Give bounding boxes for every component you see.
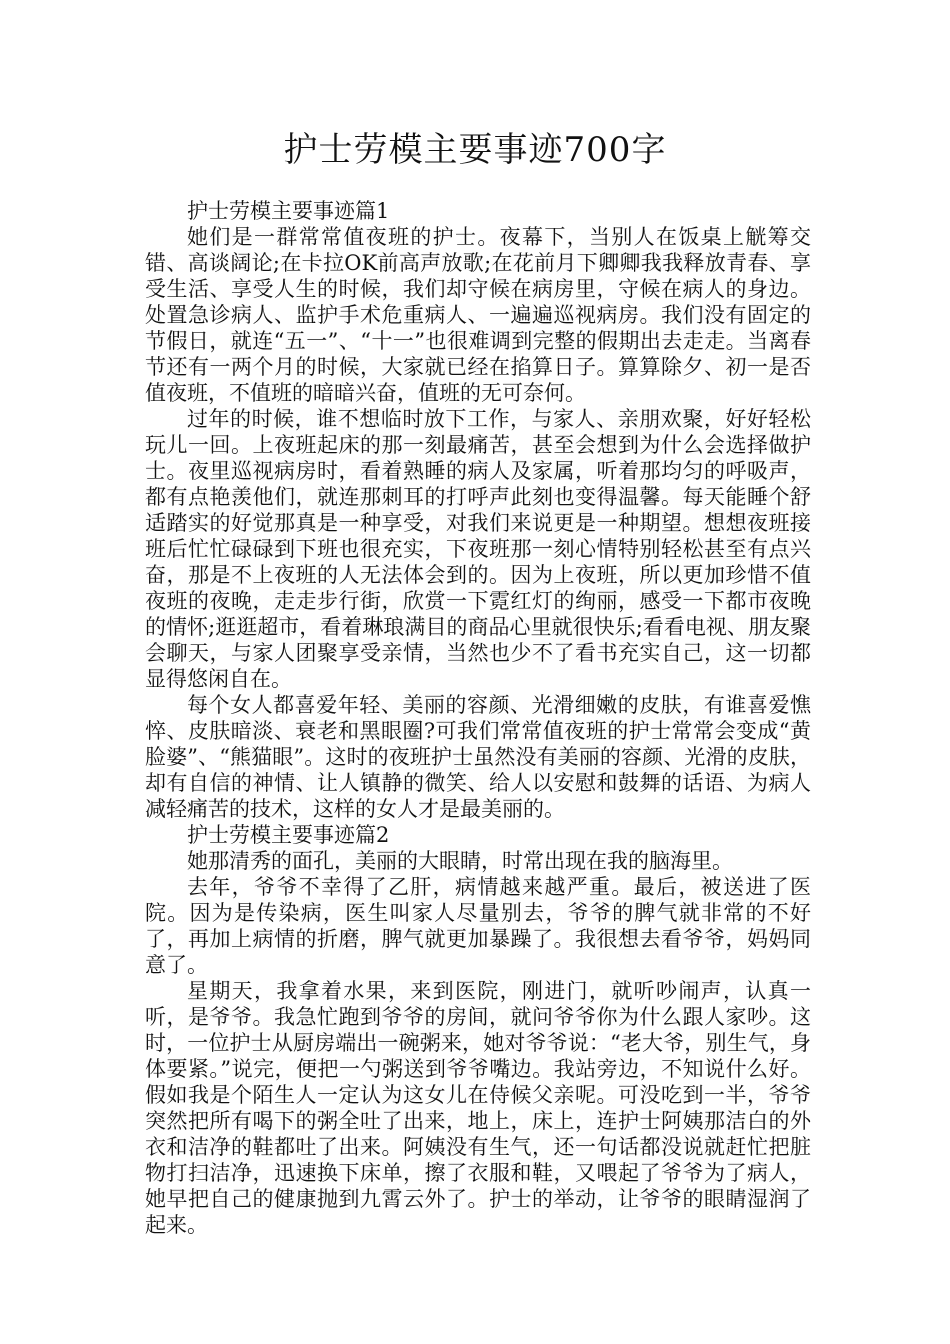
body-paragraph: 她那清秀的面孔，美丽的大眼睛，时常出现在我的脑海里。	[187, 849, 733, 873]
document-body	[145, 198, 811, 1238]
body-paragraph: 每个女人都喜爱年轻、美丽的容颜、光滑细嫩的皮肤，有谁喜爱憔悴、皮肤暗淡、衰老和黑眼圈?可我们常常值夜班的护士常常会变成“黄脸婆”、“熊猫眼”。这时的夜班护士虽然没有美丽的容颜、光滑的皮肤，却有自信的神情、让人镇静的微笑、给人以安慰和鼓舞的话语、为病人减轻痛苦的技术，这样的女人才是最美丽的。	[145, 693, 811, 821]
document-title: 护士劳模主要事迹700字	[283, 130, 667, 170]
body-paragraph: 过年的时候，谁不想临时放下工作，与家人、亲朋欢聚，好好轻松玩儿一回。上夜班起床的那一刻最痛苦，甚至会想到为什么会选择做护士。夜里巡视病房时，看着熟睡的病人及家属，听着那均匀的呼吸声，都有点艳羡他们，就连那刺耳的打呼声此刻也变得温馨。每天能睡个舒适踏实的好觉那真是一种享受，对我们来说更是一种期望。想想夜班接班后忙忙碌碌到下班也很充实，下夜班那一刻心情特别轻松甚至有点兴奋，那是不上夜班的人无法体会到的。因为上夜班，所以更加珍惜不值夜班的夜晚，走走步行街，欣赏一下霓红灯的绚丽，感受一下都市夜晚的情怀;逛逛超市，看着琳琅满目的商品心里就很快乐;看看电视、朋友聚会聊天，与家人团聚享受亲情，当然也少不了看书充实自己，这一切都显得悠闲自在。	[145, 407, 811, 691]
body-paragraph: 星期天，我拿着水果，来到医院，刚进门，就听吵闹声，认真一听，是爷爷。我急忙跑到爷爷的房间，就问爷爷你为什么跟人家吵。这时，一位护士从厨房端出一碗粥来，她对爷爷说：“老大爷，别生气，身体要紧。”说完，便把一勺粥送到爷爷嘴边。我站旁边，不知说什么好。假如我是个陌生人一定认为这女儿在侍候父亲呢。可没吃到一半，爷爷突然把所有喝下的粥全吐了出来，地上，床上，连护士阿姨那洁白的外衣和洁净的鞋都吐了出来。阿姨没有生气，还一句话都没说就赶忙把脏物打扫洁净，迅速换下床单，擦了衣服和鞋，又喂起了爷爷为了病人，她早把自己的健康抛到九霄云外了。护士的举动，让爷爷的眼睛湿润了起来。	[145, 979, 811, 1237]
body-paragraph: 她们是一群常常值夜班的护士。夜幕下，当别人在饭桌上觥筹交错、高谈阔论;在卡拉OK前高声放歌;在花前月下卿卿我我释放青春、享受生活、享受人生的时候，我们却守候在病房里，守候在病人的身边。处置急诊病人、监护手术危重病人、一遍遍巡视病房。我们没有固定的节假日，就连“五一”、“十一”也很难调到完整的假期出去走走。当离春节还有一两个月的时候，大家就已经在掐算日子。算算除夕、初一是否值夜班，不值班的暗暗兴奋，值班的无可奈何。	[145, 225, 811, 405]
section-heading: 护士劳模主要事迹篇2	[187, 823, 390, 847]
section-heading: 护士劳模主要事迹篇1	[187, 199, 390, 223]
body-paragraph: 去年，爷爷不幸得了乙肝，病情越来越严重。最后，被送进了医院。因为是传染病，医生叫家人尽量别去，爷爷的脾气就非常的不好了，再加上病情的折磨，脾气就更加暴躁了。我很想去看爷爷，妈妈同意了。	[145, 875, 811, 977]
